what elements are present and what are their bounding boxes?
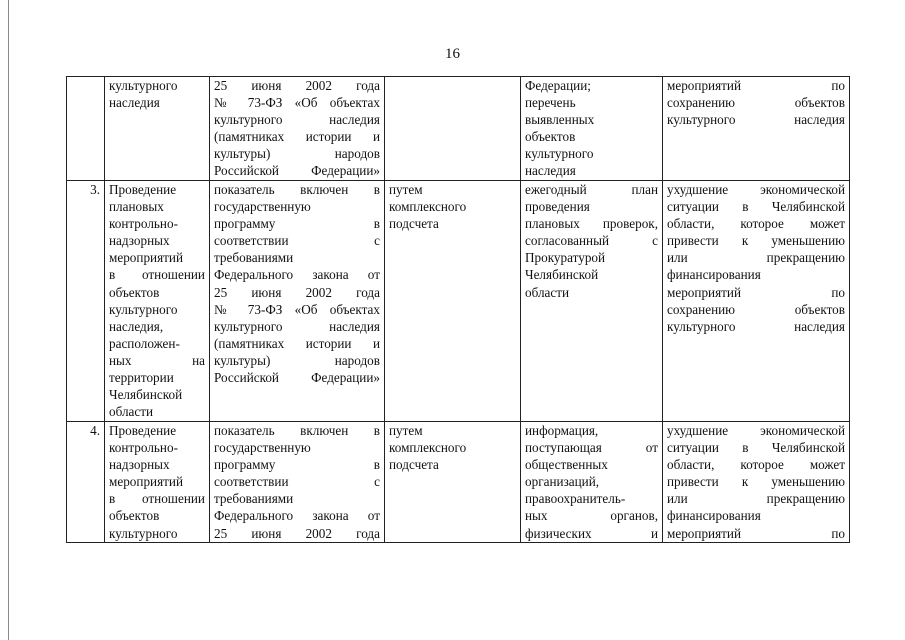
risk-cell <box>663 422 850 543</box>
row-number-cell <box>67 77 105 181</box>
calculation-method-cell <box>385 181 521 422</box>
cell-line: согласованный с <box>525 233 658 249</box>
cell-line: ежегодный план <box>525 182 658 197</box>
cell-line: области <box>525 284 570 300</box>
event-name-cell <box>105 77 210 181</box>
risk-cell <box>663 77 850 181</box>
cell-line: общественных <box>525 457 608 473</box>
cell-line: ухудшение экономической <box>667 182 845 197</box>
cell-line: соответствии с <box>214 474 380 490</box>
cell-line: в отношении <box>109 267 205 283</box>
cell-line: финансирования <box>667 508 761 524</box>
cell-line: организаций, <box>525 474 600 490</box>
cell-text <box>389 422 516 473</box>
cell-line: ситуации в Челябинской <box>667 199 845 215</box>
cell-line: объектов <box>525 129 576 145</box>
cell-line: перечень <box>525 95 576 111</box>
indicator-basis-cell <box>210 77 385 181</box>
cell-line: Челябинской <box>525 267 599 283</box>
cell-line: культурного наследия <box>667 318 845 334</box>
cell-line: плановых проверок, <box>525 216 658 232</box>
cell-line: или прекращению <box>667 491 845 507</box>
page-number: 16 <box>445 46 460 62</box>
information-source-cell <box>521 77 663 181</box>
cell-line: подсчета <box>389 216 439 232</box>
cell-line: № 73-ФЗ «Об объектах <box>214 95 380 111</box>
cell-line: ных органов, <box>525 508 658 524</box>
cell-line: физических и <box>525 525 658 541</box>
cell-line: № 73-ФЗ «Об объектах <box>214 301 380 317</box>
cell-line: области <box>109 404 154 420</box>
cell-text <box>214 181 380 386</box>
cell-line: путем <box>389 423 423 438</box>
cell-line: культурного наследия <box>667 112 845 128</box>
cell-text <box>109 77 205 111</box>
cell-line: в отношении <box>109 491 205 507</box>
document-table <box>66 76 850 543</box>
cell-line: подсчета <box>389 457 439 473</box>
event-name-cell <box>105 422 210 543</box>
indicator-basis-cell <box>210 181 385 422</box>
cell-line: требованиями <box>214 250 294 266</box>
information-source-cell <box>521 181 663 422</box>
cell-line: показатель включен в <box>214 423 380 438</box>
cell-text <box>525 77 658 180</box>
cell-line: программу в <box>214 457 380 473</box>
cell-line: Проведение <box>109 182 177 197</box>
cell-line: надзорных <box>109 457 170 473</box>
cell-line: объектов <box>109 284 160 300</box>
cell-line: культуры) народов <box>214 352 380 368</box>
cell-line: выявленных <box>525 112 595 128</box>
cell-text <box>214 422 380 542</box>
cell-line: сохранению объектов <box>667 301 845 317</box>
cell-line: 25 июня 2002 года <box>214 284 380 300</box>
cell-line: государственную <box>214 440 311 456</box>
cell-line: объектов <box>109 508 160 524</box>
cell-line: проведения <box>525 199 590 215</box>
cell-line: мероприятий по <box>667 525 845 541</box>
cell-line: Челябинской <box>109 387 183 403</box>
cell-line: информация, <box>525 423 599 438</box>
row-number-cell: 4. <box>67 422 105 543</box>
cell-line: контрольно- <box>109 440 178 456</box>
indicator-basis-cell <box>210 422 385 543</box>
cell-line: путем <box>389 182 423 197</box>
table-row <box>67 422 850 543</box>
cell-line: привести к уменьшению <box>667 474 845 490</box>
row-number-cell: 3. <box>67 181 105 422</box>
cell-line: ных на <box>109 352 205 368</box>
calculation-method-cell <box>385 77 521 181</box>
cell-line: правоохранитель- <box>525 491 626 507</box>
cell-line: культурного наследия <box>214 112 380 128</box>
cell-line: 25 июня 2002 года <box>214 525 380 541</box>
cell-line: расположен- <box>109 335 180 351</box>
cell-line: комплексного <box>389 199 467 215</box>
information-source-cell <box>521 422 663 543</box>
cell-line: культурного <box>109 78 178 93</box>
cell-text <box>525 181 658 301</box>
calculation-method-cell <box>385 422 521 543</box>
cell-line: контрольно- <box>109 216 178 232</box>
cell-line: культурного наследия <box>214 318 380 334</box>
cell-line: Федерального закона от <box>214 267 380 283</box>
cell-line: мероприятий <box>109 250 184 266</box>
cell-line: сохранению объектов <box>667 95 845 111</box>
cell-line: культурного <box>109 525 178 541</box>
cell-line: наследия <box>109 95 160 111</box>
cell-text <box>525 422 658 542</box>
risk-cell <box>663 181 850 422</box>
cell-line: Федерального закона от <box>214 508 380 524</box>
table-row <box>67 181 850 422</box>
cell-text <box>109 422 205 542</box>
cell-line: мероприятий по <box>667 78 845 93</box>
cell-line: культуры) народов <box>214 146 380 162</box>
cell-text <box>667 422 845 542</box>
cell-line: привести к уменьшению <box>667 233 845 249</box>
cell-line: территории <box>109 370 174 386</box>
cell-line: области, которое может <box>667 216 845 232</box>
cell-line: или прекращению <box>667 250 845 266</box>
cell-line: культурного <box>109 301 178 317</box>
cell-line: требованиями <box>214 491 294 507</box>
cell-line: плановых <box>109 199 164 215</box>
cell-line: наследия <box>525 163 576 179</box>
cell-line: (памятниках истории и <box>214 129 380 145</box>
cell-line: государственную <box>214 199 311 215</box>
cell-line: (памятниках истории и <box>214 335 380 351</box>
cell-line: 25 июня 2002 года <box>214 78 380 93</box>
event-name-cell <box>105 181 210 422</box>
cell-line: Федерации; <box>525 78 591 93</box>
cell-text <box>667 77 845 128</box>
cell-line: Российской Федерации» <box>214 370 380 386</box>
cell-text <box>109 181 205 420</box>
cell-line: соответствии с <box>214 233 380 249</box>
page-left-edge-line <box>8 0 9 640</box>
cell-text <box>667 181 845 335</box>
table-row <box>67 77 850 181</box>
cell-line: наследия, <box>109 318 164 334</box>
cell-line: поступающая от <box>525 440 658 456</box>
cell-line: комплексного <box>389 440 467 456</box>
cell-line: мероприятий <box>109 474 184 490</box>
cell-line: финансирования <box>667 267 761 283</box>
cell-line: культурного <box>525 146 594 162</box>
cell-line: области, которое может <box>667 457 845 473</box>
cell-text <box>389 181 516 232</box>
cell-line: программу в <box>214 216 380 232</box>
cell-line: мероприятий по <box>667 284 845 300</box>
cell-line: надзорных <box>109 233 170 249</box>
cell-text <box>214 77 380 180</box>
cell-line: ситуации в Челябинской <box>667 440 845 456</box>
cell-line: ухудшение экономической <box>667 423 845 438</box>
cell-line: Российской Федерации» <box>214 163 380 179</box>
cell-line: Проведение <box>109 423 177 438</box>
cell-line: показатель включен в <box>214 182 380 197</box>
cell-line: Прокуратурой <box>525 250 606 266</box>
